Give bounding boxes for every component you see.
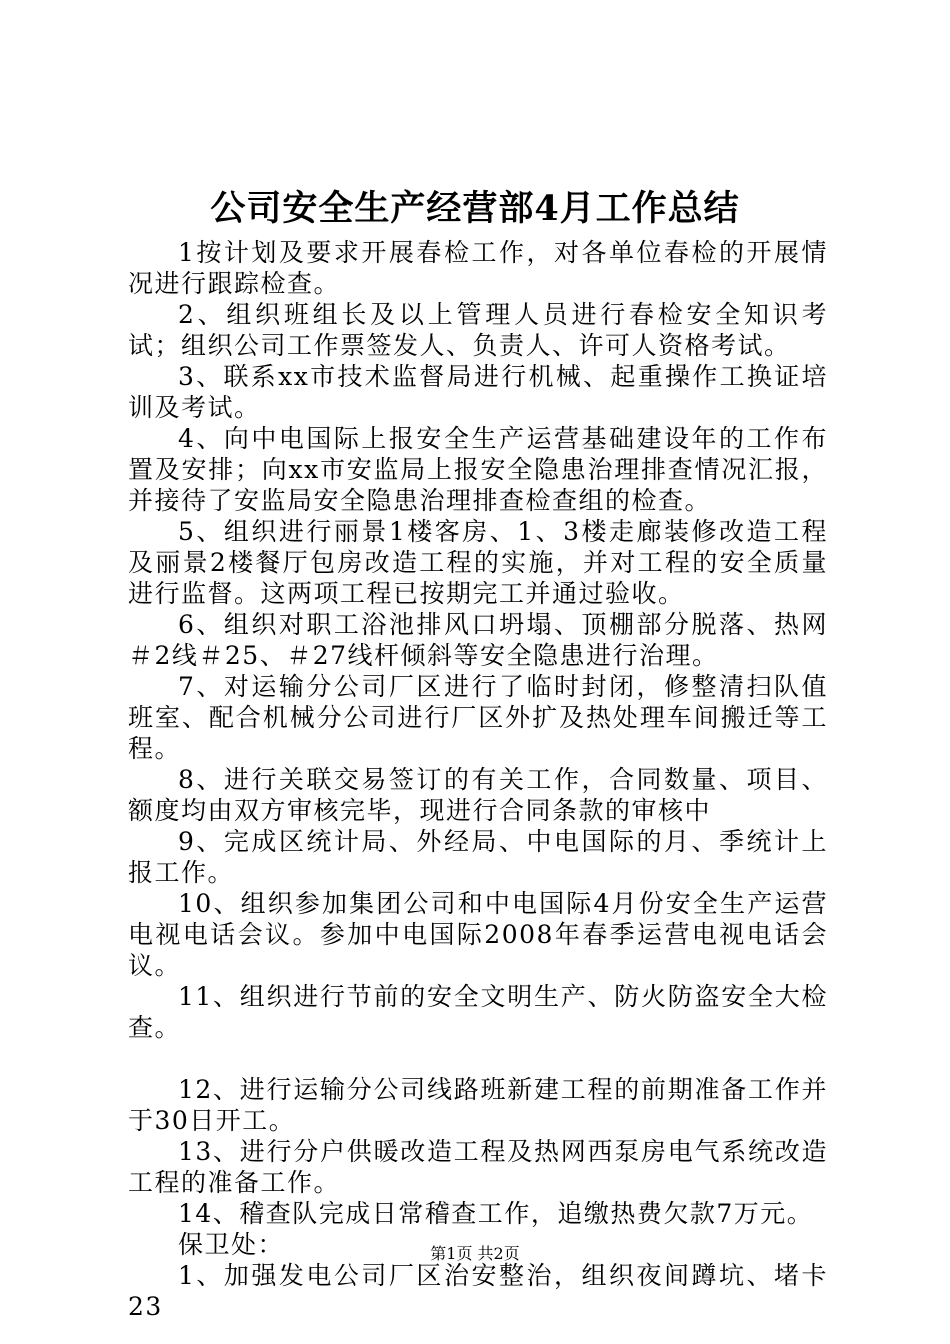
section-heading-security: 保卫处： (178, 1230, 285, 1259)
paragraph-1: 1按计划及要求开展春检工作，对各单位春检的开展情况进行跟踪检查。 (128, 238, 828, 298)
paragraph-2: 2、组织班组长及以上管理人员进行春检安全知识考试；组织公司工作票签发人、负责人、许可人资格考试。 (128, 300, 828, 360)
paragraph-3: 3、联系xx市技术监督局进行机械、起重操作工换证培训及考试。 (128, 362, 828, 422)
paragraph-12: 12、进行运输分公司线路班新建工程的前期准备工作并于30日开工。 (128, 1075, 828, 1135)
document-body (128, 237, 828, 1322)
paragraph-security-1: 1、加强发电公司厂区治安整治，组织夜间蹲坑、堵卡23 (128, 1261, 828, 1321)
paragraph-9: 9、完成区统计局、外经局、中电国际的月、季统计上报工作。 (128, 827, 828, 887)
paragraph-4: 4、向中电国际上报安全生产运营基础建设年的工作布置及安排；向xx市安监局上报安全隐患治理排查情况汇报，并接待了安监局安全隐患治理排查检查组的检查。 (128, 424, 828, 515)
paragraph-6: 6、组织对职工浴池排风口坍塌、顶棚部分脱落、热网＃2线＃25、＃27线杆倾斜等安全隐患进行治理。 (128, 610, 828, 670)
paragraph-8: 8、进行关联交易签订的有关工作，合同数量、项目、额度均由双方审核完毕，现进行合同条款的审核中 (128, 765, 828, 825)
page-footer: 第1页 共2页 (430, 1244, 520, 1263)
paragraph-10: 10、组织参加集团公司和中电国际4月份安全生产运营电视电话会议。参加中电国际2008年春季运营电视电话会议。 (128, 889, 828, 980)
paragraph-7: 7、对运输分公司厂区进行了临时封闭，修整清扫队值班室、配合机械分公司进行厂区外扩及热处理车间搬迁等工程。 (128, 672, 828, 763)
document-title: 公司安全生产经营部4月工作总结 (210, 188, 740, 229)
paragraph-spacer (128, 1043, 828, 1074)
paragraph-5: 5、组织进行丽景1楼客房、1、3楼走廊装修改造工程及丽景2楼餐厅包房改造工程的实施，并对工程的安全质量进行监督。这两项工程已按期完工并通过验收。 (128, 517, 828, 608)
paragraph-13: 13、进行分户供暖改造工程及热网西泵房电气系统改造工程的准备工作。 (128, 1137, 828, 1197)
paragraph-11: 11、组织进行节前的安全文明生产、防火防盗安全大检查。 (128, 982, 828, 1042)
paragraph-14: 14、稽查队完成日常稽查工作，追缴热费欠款7万元。 (178, 1199, 814, 1228)
